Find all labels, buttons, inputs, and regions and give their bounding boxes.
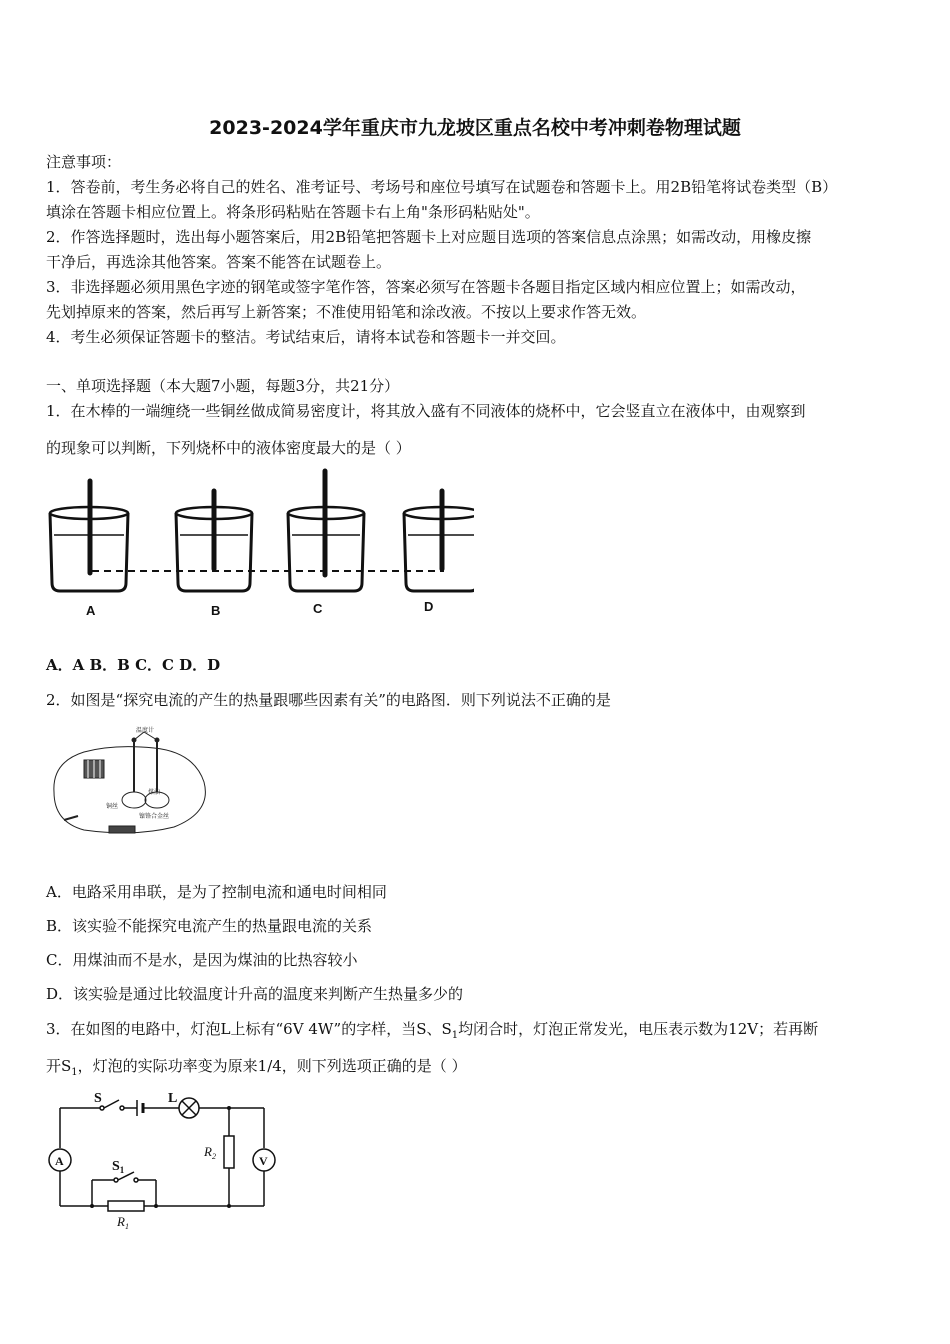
q3-circuit-figure bbox=[44, 1088, 284, 1230]
beaker-label-a: A bbox=[86, 603, 96, 618]
label-thermometer: 温度计 bbox=[136, 727, 155, 734]
notice-line: 4．考生必须保证答题卡的整洁。考试结束后，请将本试卷和答题卡一并交回。 bbox=[46, 328, 566, 346]
label-alloy: 镍铬合金丝 bbox=[139, 813, 170, 820]
notice-line: 先划掉原来的答案，然后再写上新答案；不准使用铅笔和涂改液。不按以上要求作答无效。 bbox=[46, 303, 647, 321]
beaker-label-d: D bbox=[424, 599, 434, 614]
beaker-label-b: B bbox=[211, 603, 221, 618]
label-s: S bbox=[94, 1091, 102, 1106]
q2-option-d: D．该实验是通过比较温度计升高的温度来判断产生热量多少的 bbox=[46, 985, 464, 1003]
notice-line: 干净后，再选涂其他答案。答案不能答在试题卷上。 bbox=[46, 253, 392, 271]
q3-stem-line2: 开$S_1$，灯泡的实际功率变为原来1/4，则下列选项正确的是（ ） bbox=[46, 1057, 467, 1078]
label-s1: $S_1$ bbox=[112, 1159, 125, 1175]
label-l: L bbox=[168, 1091, 178, 1106]
beaker-label-c: C bbox=[313, 601, 323, 616]
q2-option-a: A．电路采用串联，是为了控制电流和通电时间相同 bbox=[46, 883, 387, 901]
label-kerosene: 煤油 bbox=[148, 789, 161, 796]
label-r2: $R_2$ bbox=[204, 1144, 216, 1161]
notice-line: 1．答卷前，考生务必将自己的姓名、准考证号、考场号和座位号填写在试题卷和答题卡上。用2B铅笔将试卷类型（B） bbox=[46, 178, 838, 196]
label-r1: $R_1$ bbox=[117, 1214, 129, 1230]
notice-line: 2．作答选择题时，选出每小题答案后，用2B铅笔把答题卡上对应题目选项的答案信息点涂黑；如需改动，用橡皮擦 bbox=[46, 228, 812, 246]
beakers-figure bbox=[44, 465, 474, 625]
heat-circuit-figure bbox=[44, 722, 214, 842]
notice-line: 填涂在答题卡相应位置上。将条形码粘贴在答题卡右上角"条形码粘贴处"。 bbox=[46, 203, 540, 221]
q1-options: A．A B．B C．C D．D bbox=[46, 656, 221, 674]
label-ammeter: A bbox=[55, 1154, 64, 1168]
notice-line: 3．非选择题必须用黑色字迹的钢笔或签字笔作答，答案必须写在答题卡各题目指定区域内相应位置上；如需改动， bbox=[46, 278, 806, 296]
q2-option-b: B．该实验不能探究电流产生的热量跟电流的关系 bbox=[46, 917, 373, 935]
label-copper: 铜丝 bbox=[106, 803, 119, 810]
q1-stem: 1．在木棒的一端缠绕一些铜丝做成简易密度计，将其放入盛有不同液体的烧杯中，它会竖直立在液体中，由观察到 bbox=[46, 402, 806, 420]
q2-stem: 2．如图是“探究电流的产生的热量跟哪些因素有关”的电路图．则下列说法不正确的是 bbox=[46, 691, 611, 709]
page-title: 2023-2024学年重庆市九龙坡区重点名校中考冲刺卷物理试题 bbox=[209, 117, 741, 139]
section-heading: 一、单项选择题（本大题7小题，每题3分，共21分） bbox=[46, 377, 400, 395]
label-voltmeter: V bbox=[259, 1154, 268, 1168]
q3-stem-line1: 3．在如图的电路中，灯泡L上标有“6V 4W”的字样，当S、$S_1$均闭合时，灯泡正常发光，电压表示数为12V；若再断 bbox=[46, 1020, 819, 1041]
q1-stem: 的现象可以判断，下列烧杯中的液体密度最大的是（ ） bbox=[46, 439, 411, 457]
notice-heading: 注意事项： bbox=[46, 153, 122, 171]
q2-option-c: C．用煤油而不是水，是因为煤油的比热容较小 bbox=[46, 951, 358, 969]
